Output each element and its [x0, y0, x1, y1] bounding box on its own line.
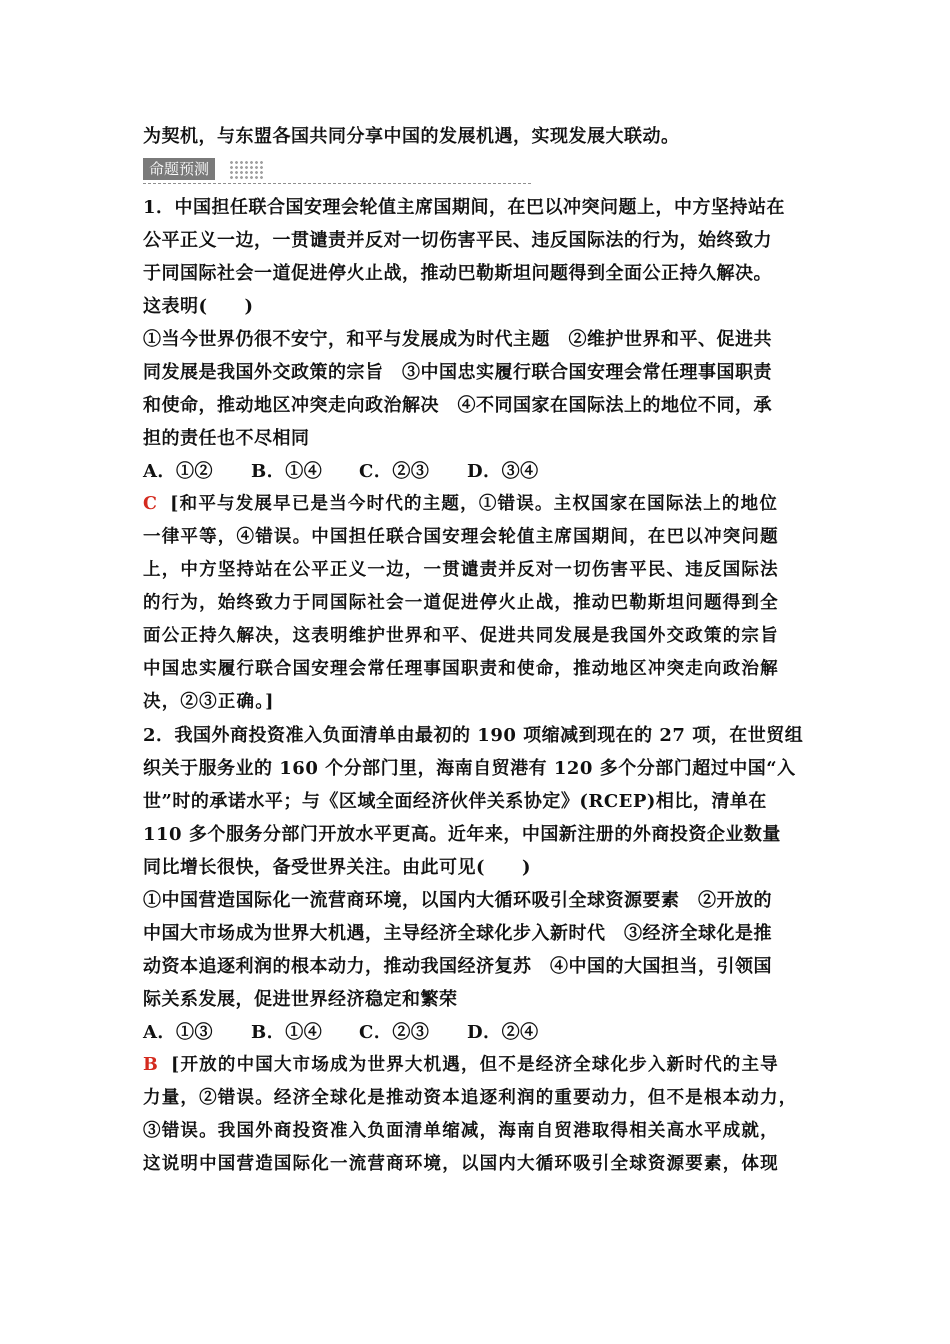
dots-decoration-icon — [229, 160, 263, 180]
option-c: C．②③ — [359, 461, 430, 482]
analysis-line: ③错误。我国外商投资准入负面清单缩减，海南自贸港取得相关高水平成就， — [143, 1121, 779, 1141]
statement-line: 和使命，推动地区冲突走向政治解决 ④不同国家在国际法上的地位不同，承 — [143, 395, 772, 416]
question-stem-line: 织关于服务业的 160 个分部门里，海南自贸港有 120 多个分部门超过中国“入 — [143, 758, 796, 779]
answer-analysis — [143, 1049, 813, 1181]
statement-line: ①中国营造国际化一流营商环境，以国内大循环吸引全球资源要素 ②开放的 — [143, 890, 772, 911]
statement-line: 同发展是我国外交政策的宗旨 ③中国忠实履行联合国安理会常任理事国职责 — [143, 362, 772, 383]
section-title: 命题预测 — [143, 158, 215, 180]
analysis-line: 上，中方坚持站在公平正义一边，一贯谴责并反对一切伤害平民、违反国际法 — [143, 560, 779, 580]
statement-line: ①当今世界仍很不安宁，和平与发展成为时代主题 ②维护世界和平、促进共 — [143, 329, 772, 350]
analysis-line — [143, 1049, 813, 1082]
answer-letter: C — [143, 494, 159, 514]
document-page — [143, 120, 813, 1181]
statement-line: 中国大市场成为世界大机遇，主导经济全球化步入新时代 ③经济全球化是推 — [143, 923, 772, 944]
analysis-line: 的行为，始终致力于同国际社会一道促进停火止战，推动巴勒斯坦问题得到全 — [143, 593, 779, 613]
analysis-line: 一律平等，④错误。中国担任联合国安理会轮值主席国期间，在巴以冲突问题 — [143, 527, 779, 547]
option-a: A．①③ — [143, 1022, 213, 1043]
question-stem-line: 110 多个服务分部门开放水平更高。近年来，中国新注册的外商投资企业数量 — [143, 824, 781, 845]
analysis-line — [143, 488, 813, 521]
statement-line: 动资本追逐利润的根本动力，推动我国经济复苏 ④中国的大国担当，引领国 — [143, 956, 772, 977]
question-2 — [143, 719, 813, 1181]
question-stem-line: 于同国际社会一道促进停火止战，推动巴勒斯坦问题得到全面公正持久解决。 — [143, 263, 772, 284]
dashed-divider — [143, 183, 531, 184]
question-stem-line: 同比增长很快，备受世界关注。由此可见( ) — [143, 857, 532, 878]
answer-options — [143, 1016, 813, 1049]
option-c: C．②③ — [359, 1022, 430, 1043]
section-header — [143, 157, 813, 185]
option-d: D．②④ — [467, 1022, 539, 1043]
analysis-text: [开放的中国大市场成为世界大机遇，但不是经济全球化步入新时代的主导 — [171, 1055, 779, 1075]
answer-analysis — [143, 488, 813, 719]
answer-options — [143, 455, 813, 488]
analysis-line: 这说明中国营造国际化一流营商环境，以国内大循环吸引全球资源要素，体现 — [143, 1154, 779, 1174]
answer-letter: B — [143, 1055, 159, 1075]
analysis-line: 中国忠实履行联合国安理会常任理事国职责和使命，推动地区冲突走向政治解 — [143, 659, 779, 679]
option-b: B．①④ — [251, 461, 323, 482]
option-b: B．①④ — [251, 1022, 323, 1043]
analysis-line: 面公正持久解决，这表明维护世界和平、促进共同发展是我国外交政策的宗旨 — [143, 626, 779, 646]
analysis-text: [和平与发展早已是当今时代的主题，①错误。主权国家在国际法上的地位 — [170, 494, 779, 514]
intro-line: 为契机，与东盟各国共同分享中国的发展机遇，实现发展大联动。 — [143, 126, 680, 147]
question-stem-line: 2．我国外商投资准入负面清单由最初的 190 项缩减到现在的 27 项，在世贸组 — [143, 725, 804, 746]
option-d: D．③④ — [467, 461, 539, 482]
statement-line: 担的责任也不尽相同 — [143, 428, 310, 449]
question-stem-line: 公平正义一边，一贯谴责并反对一切伤害平民、违反国际法的行为，始终致力 — [143, 230, 772, 251]
statement-line: 际关系发展，促进世界经济稳定和繁荣 — [143, 989, 458, 1010]
option-a: A．①② — [143, 461, 213, 482]
question-stem-line: 1．中国担任联合国安理会轮值主席国期间，在巴以冲突问题上，中方坚持站在 — [143, 197, 786, 218]
analysis-line: 决，②③正确。] — [143, 692, 275, 712]
analysis-line: 力量，②错误。经济全球化是推动资本追逐利润的重要动力，但不是根本动力， — [143, 1088, 798, 1108]
question-stem-line: 世”时的承诺水平；与《区域全面经济伙伴关系协定》(RCEP)相比，清单在 — [143, 791, 767, 812]
question-1 — [143, 191, 813, 719]
question-stem-line: 这表明( ) — [143, 296, 254, 317]
